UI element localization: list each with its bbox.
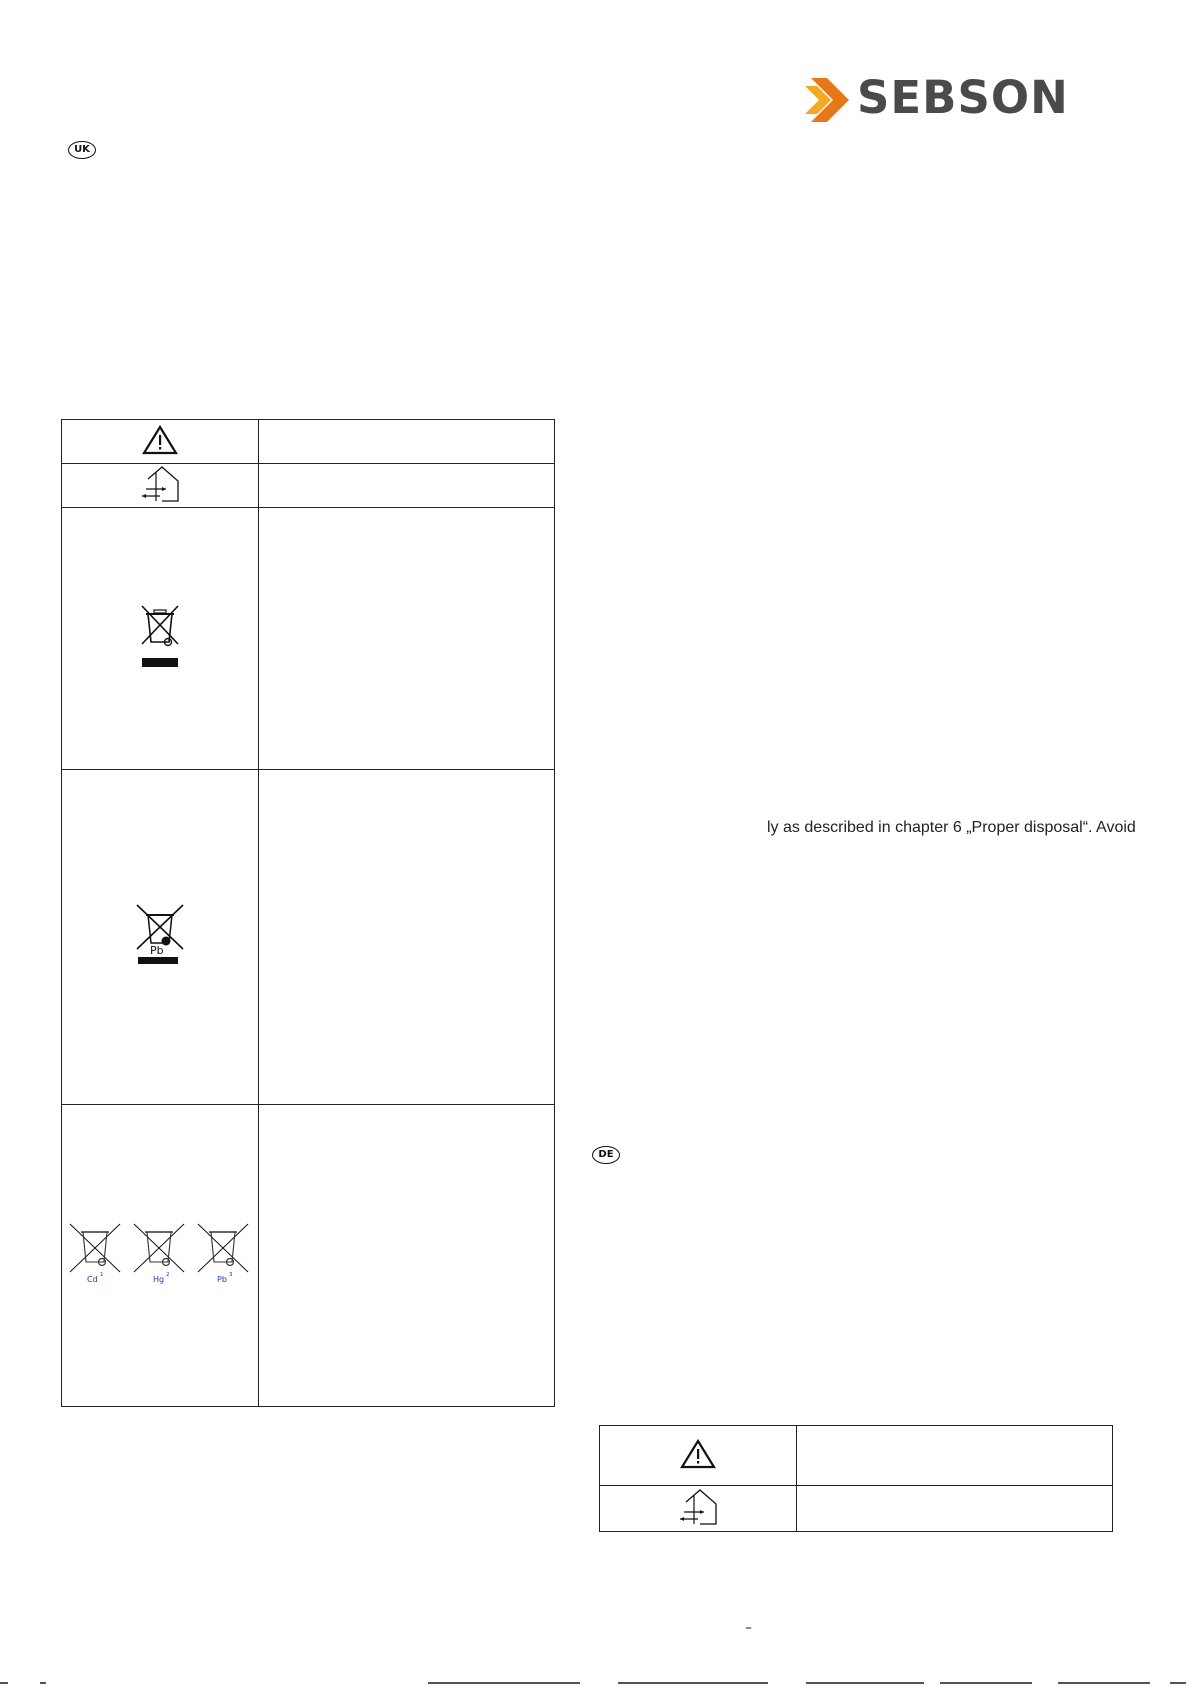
symbol-table-right [599, 1425, 1113, 1532]
sebson-logo [805, 70, 1069, 126]
table-cell-text [259, 464, 555, 508]
table-cell-text [259, 1105, 555, 1407]
logo-text: SEBSON [857, 71, 1069, 124]
battery-pb-crossed-bin-icon [133, 903, 187, 971]
pb-crossed-bin-icon [198, 1224, 248, 1284]
table-row [62, 770, 555, 1105]
table-cell-text [797, 1486, 1113, 1532]
table-row [62, 420, 555, 464]
warning-triangle-icon [142, 425, 178, 459]
table-row [600, 1486, 1113, 1532]
symbol-table-left [61, 419, 555, 1407]
table-row [62, 464, 555, 508]
svg-text:Pb: Pb [150, 944, 164, 957]
disposal-text-fragment: ly as described in chapter 6 „Proper disposal“. Avoid [767, 819, 1136, 836]
pb-label: Pb [217, 1274, 227, 1284]
table-cell-text [259, 420, 555, 464]
cd-crossed-bin-icon [70, 1224, 120, 1284]
page-number-marker: – [745, 1620, 752, 1636]
table-row [62, 508, 555, 770]
table-cell-text [797, 1426, 1113, 1486]
table-row [600, 1426, 1113, 1486]
language-badge-de: DE [592, 1146, 620, 1164]
hg-crossed-bin-icon [134, 1224, 184, 1284]
battery-cd-hg-pb-crossed-bins-icon [68, 1222, 252, 1290]
table-cell-text [259, 508, 555, 770]
weee-crossed-bin-icon [136, 604, 184, 674]
chevron-logo-icon [805, 70, 857, 126]
language-badge-uk: UK [68, 141, 96, 159]
warning-triangle-icon [680, 1439, 716, 1473]
indoor-use-house-icon [668, 1488, 728, 1530]
indoor-use-house-icon [130, 465, 190, 507]
table-cell-text [259, 770, 555, 1105]
hg-superscript: 2 [166, 1271, 170, 1278]
cd-label: Cd [87, 1274, 98, 1284]
cd-superscript: 1 [100, 1271, 104, 1278]
pb-superscript: 3 [229, 1271, 233, 1278]
scan-edge-strip [0, 1680, 1192, 1685]
table-row [62, 1105, 555, 1407]
hg-label: Hg [153, 1274, 165, 1284]
